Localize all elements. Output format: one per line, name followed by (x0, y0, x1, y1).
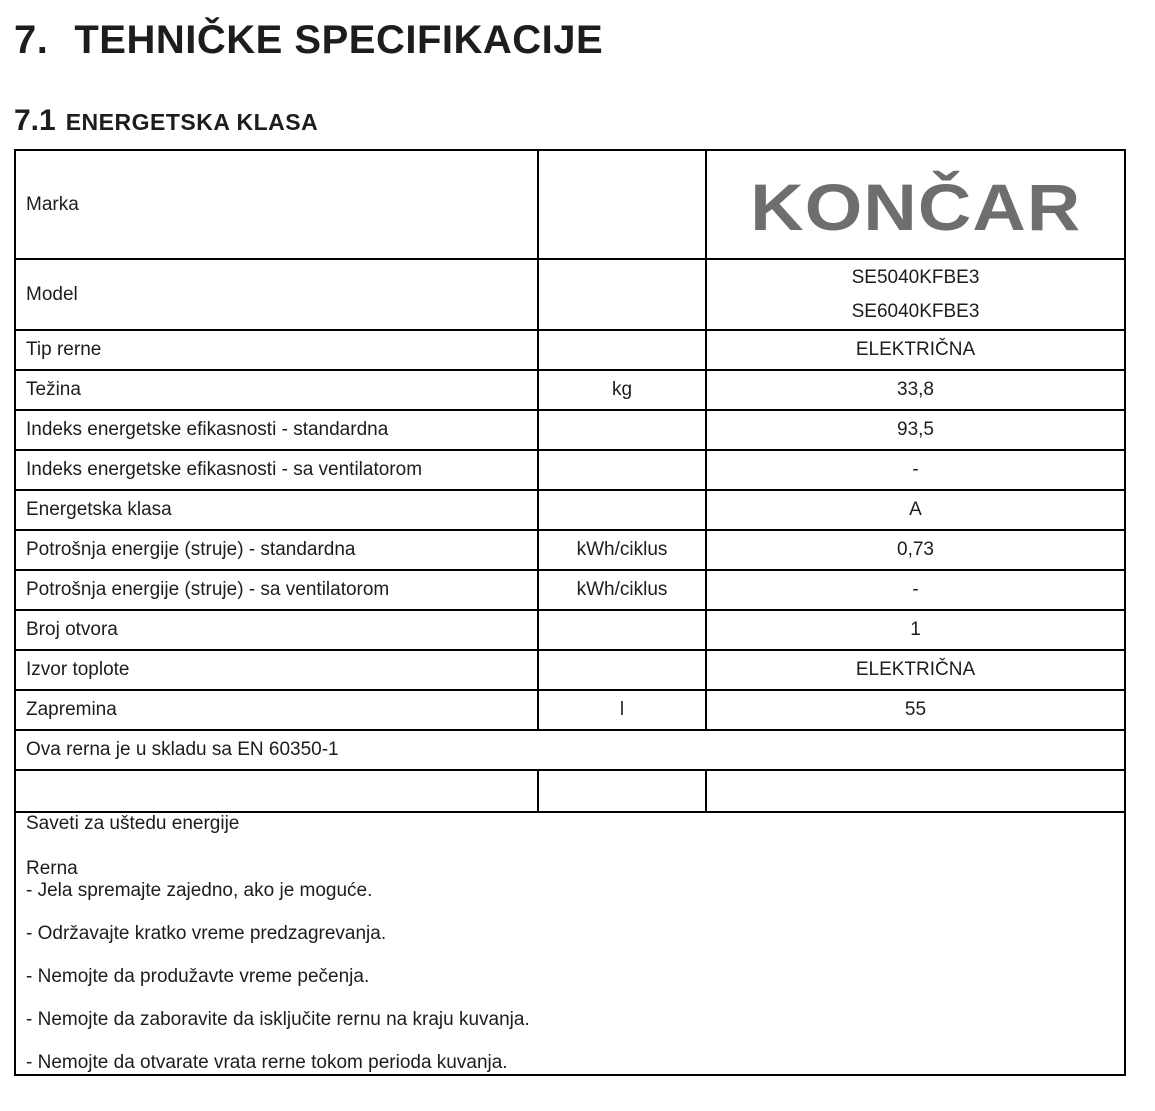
empty-cell (15, 770, 538, 812)
tips-title: Saveti za uštedu energije (26, 813, 240, 834)
table-row (15, 570, 1125, 610)
tip-item: - Nemojte da otvarate vrata rerne tokom perioda kuvanja. (26, 1052, 508, 1073)
row-label: Izvor toplote (15, 650, 538, 690)
table-row-model (15, 259, 1125, 330)
row-value: 33,8 (706, 370, 1125, 410)
row-value (706, 259, 1125, 330)
table-row-empty (15, 770, 1125, 812)
model-number-1: SE5040KFBE3 (851, 266, 980, 288)
row-unit (538, 410, 706, 450)
row-value: 93,5 (706, 410, 1125, 450)
row-value: 55 (706, 690, 1125, 730)
model-number-2: SE6040KFBE3 (851, 300, 980, 322)
table-row (15, 690, 1125, 730)
table-row (15, 410, 1125, 450)
row-value: 0,73 (706, 530, 1125, 570)
row-label: Model (15, 259, 538, 330)
table-row (15, 650, 1125, 690)
row-value: ELEKTRIČNA (706, 650, 1125, 690)
row-label: Težina (15, 370, 538, 410)
spec-table (14, 149, 1126, 1076)
row-unit (538, 650, 706, 690)
row-unit (538, 150, 706, 259)
row-unit (538, 450, 706, 490)
empty-cell (538, 770, 706, 812)
row-label: Energetska klasa (15, 490, 538, 530)
table-row (15, 530, 1125, 570)
page-title-number: 7. (14, 18, 49, 62)
row-label: Indeks energetske efikasnosti - sa ventilatorom (15, 450, 538, 490)
table-row (15, 610, 1125, 650)
row-value: - (706, 570, 1125, 610)
section-title: ENERGETSKA KLASA (65, 109, 319, 135)
row-label: Tip rerne (15, 330, 538, 370)
row-unit (538, 330, 706, 370)
row-unit (538, 610, 706, 650)
koncar-brand-logo: KONČAR (749, 169, 1082, 244)
row-value: ELEKTRIČNA (706, 330, 1125, 370)
row-label: Marka (15, 150, 538, 259)
row-value: - (706, 450, 1125, 490)
row-label: Broj otvora (15, 610, 538, 650)
row-unit: kWh/ciklus (538, 530, 706, 570)
row-unit: kWh/ciklus (538, 570, 706, 610)
section-heading (14, 106, 1155, 136)
row-label: Potrošnja energije (struje) - sa ventilatorom (15, 570, 538, 610)
row-unit: l (538, 690, 706, 730)
row-value: 1 (706, 610, 1125, 650)
tip-item: - Nemojte da produžavte vreme pečenja. (26, 966, 370, 987)
tip-item: - Održavajte kratko vreme predzagrevanja. (26, 923, 387, 944)
table-row-tips (15, 812, 1125, 1075)
compliance-note: Ova rerna je u skladu sa EN 60350-1 (15, 730, 1125, 770)
row-label: Potrošnja energije (struje) - standardna (15, 530, 538, 570)
row-unit (538, 259, 706, 330)
tip-item: - Jela spremajte zajedno, ako je moguće. (26, 880, 373, 901)
table-row-marka (15, 150, 1125, 259)
energy-tips-cell (15, 812, 1125, 1075)
row-label: Zapremina (15, 690, 538, 730)
table-row (15, 490, 1125, 530)
page-title-text: TEHNIČKE SPECIFIKACIJE (74, 18, 604, 62)
row-value: A (706, 490, 1125, 530)
row-unit (538, 490, 706, 530)
row-value-logo-cell (706, 150, 1125, 259)
table-row (15, 450, 1125, 490)
section-number: 7.1 (14, 104, 56, 137)
row-unit: kg (538, 370, 706, 410)
page-title (14, 18, 1155, 62)
tips-group-label: Rerna (26, 858, 78, 879)
table-row (15, 330, 1125, 370)
table-row-compliance (15, 730, 1125, 770)
empty-cell (706, 770, 1125, 812)
table-row (15, 370, 1125, 410)
tip-item: - Nemojte da zaboravite da isključite rernu na kraju kuvanja. (26, 1009, 530, 1030)
row-label: Indeks energetske efikasnosti - standardna (15, 410, 538, 450)
